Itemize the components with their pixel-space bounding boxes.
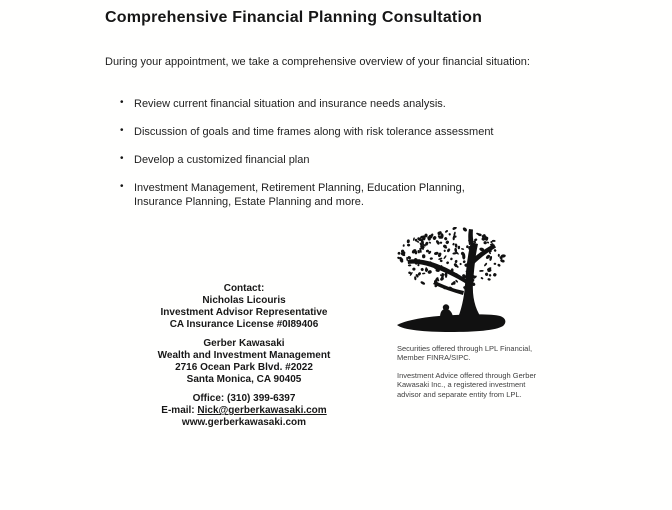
contact-heading: Contact: xyxy=(223,283,265,294)
bullet-icon: • xyxy=(120,97,124,108)
disclaimer-advice: Investment Advice offered through Gerber Kawasaki Inc., a registered investment advisor and separate entity from LPL. xyxy=(397,370,537,399)
company-address-group xyxy=(129,338,359,386)
contact-block xyxy=(129,283,359,436)
bullet-item xyxy=(119,181,504,209)
address-street: 2716 Ocean Park Blvd. #2022 xyxy=(175,362,313,373)
intro-paragraph: During your appointment, we take a comprehensive overview of your financial situation: xyxy=(105,56,530,68)
page-title: Comprehensive Financial Planning Consultation xyxy=(105,9,483,26)
tree-foliage xyxy=(397,227,506,290)
website-url: www.gerberkawasaki.com xyxy=(181,417,307,428)
bullet-text: Discussion of goals and time frames along with risk tolerance assessment xyxy=(134,126,494,138)
email-line xyxy=(129,405,359,417)
bullet-icon: • xyxy=(120,125,124,136)
tree-with-person-illustration xyxy=(393,227,510,338)
bullet-text: Develop a customized financial plan xyxy=(134,154,310,166)
email-link[interactable]: Nick@gerberkawasaki.com xyxy=(197,405,327,416)
bullet-item xyxy=(119,153,504,167)
company-division: Wealth and Investment Management xyxy=(157,350,331,361)
advisor-role: Investment Advisor Representative xyxy=(160,307,328,318)
bullet-item xyxy=(119,97,504,111)
address-city: Santa Monica, CA 90405 xyxy=(186,374,302,385)
disclaimer-securities: Securities offered through LPL Financial, Member FINRA/SIPC. xyxy=(397,344,533,363)
advisor-name: Nicholas Licouris xyxy=(202,295,286,306)
bullet-text: Investment Management, Retirement Planning, Education Planning, Insurance Planning, Estate Planning and more. xyxy=(134,182,465,208)
phone-email-group xyxy=(129,393,359,429)
person-body xyxy=(440,309,453,318)
bullet-text: Review current financial situation and insurance needs analysis. xyxy=(134,98,446,110)
bullet-list xyxy=(119,97,504,223)
contact-person-group xyxy=(129,283,359,331)
company-name: Gerber Kawasaki xyxy=(203,338,285,349)
tree-silhouette-icon xyxy=(393,227,510,338)
bullet-icon: • xyxy=(120,153,124,164)
bullet-item xyxy=(119,125,504,139)
email-label: E-mail: xyxy=(161,405,195,416)
office-phone: Office: (310) 399-6397 xyxy=(192,393,296,404)
disclaimer-block xyxy=(397,344,549,407)
insurance-license: CA Insurance License #0I89406 xyxy=(169,319,319,330)
bullet-icon: • xyxy=(120,181,124,192)
